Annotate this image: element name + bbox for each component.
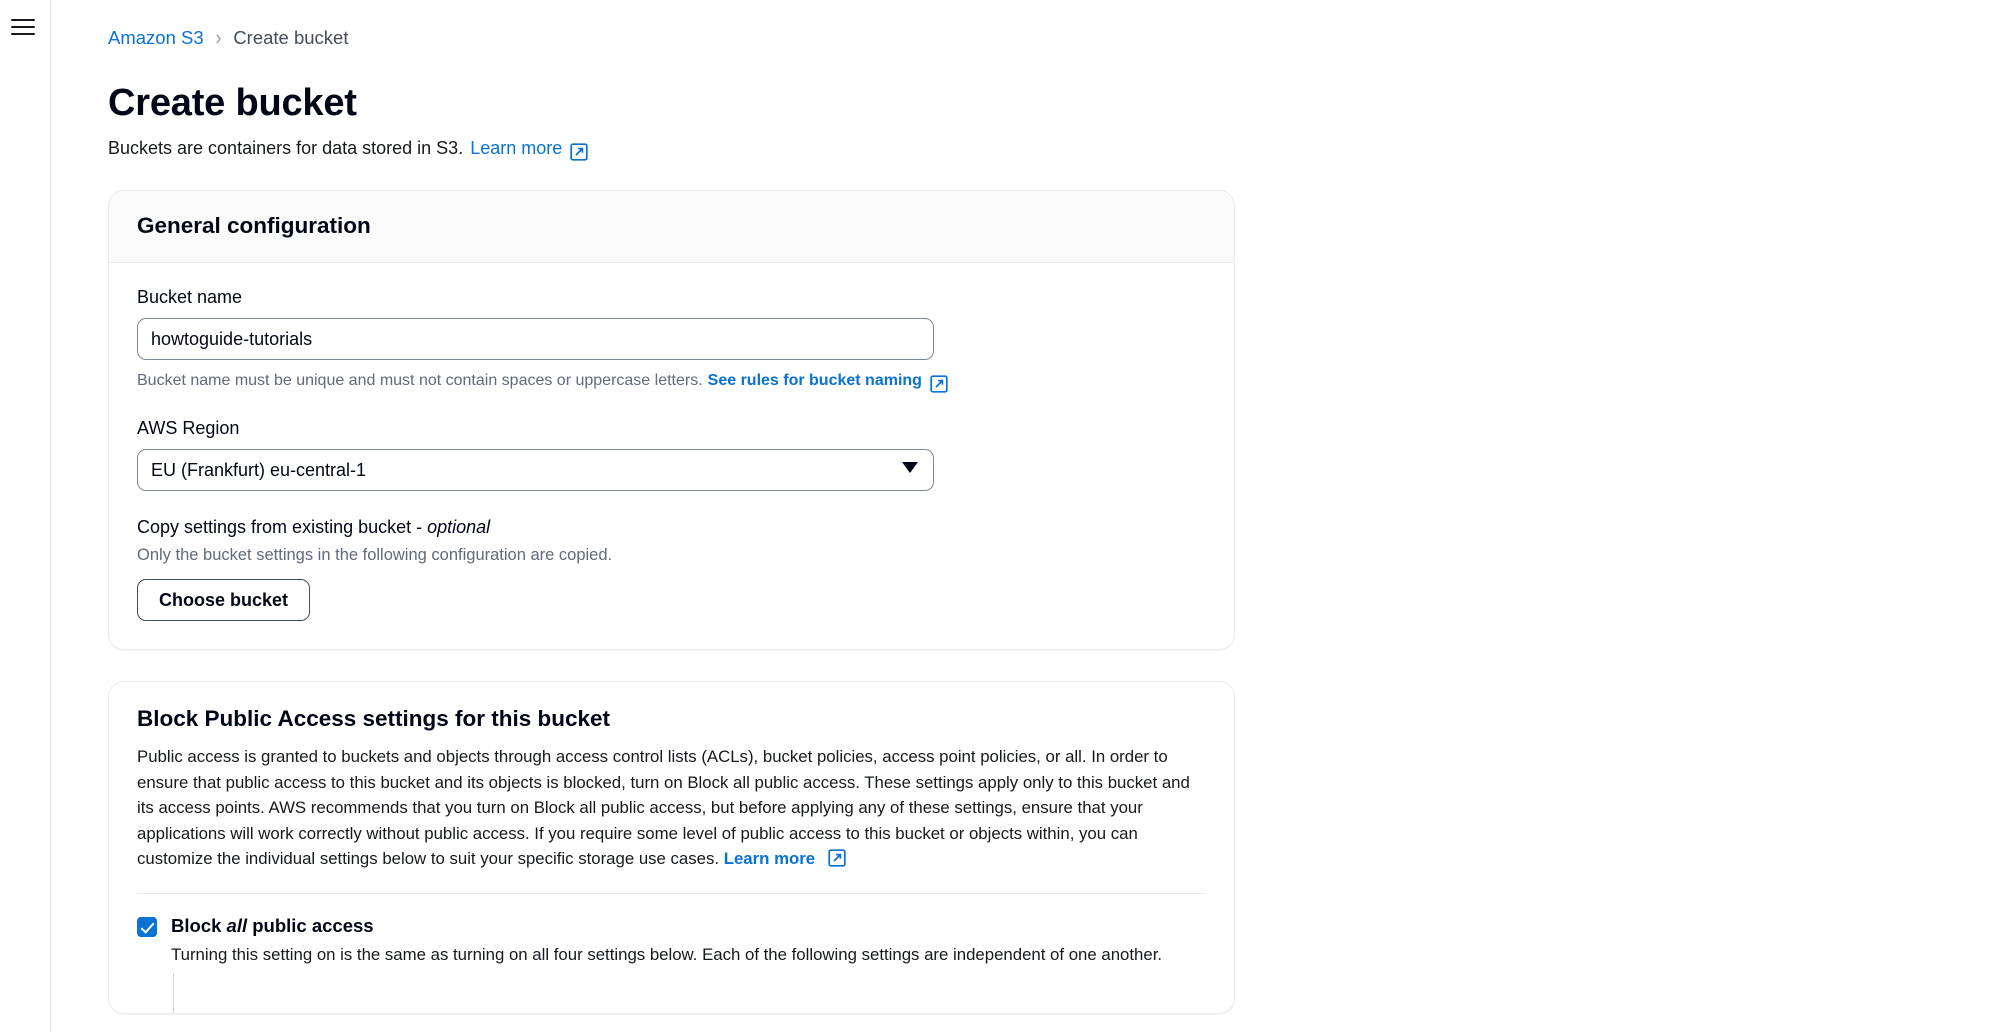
- block-public-access-card: [108, 681, 1235, 1014]
- copy-settings-label: [137, 517, 1206, 538]
- breadcrumb-current: Create bucket: [233, 27, 349, 48]
- general-configuration-card: [108, 190, 1235, 650]
- bucket-name-hint-text: Bucket name must be unique and must not contain spaces or uppercase letters.: [137, 372, 703, 389]
- block-all-public-access-label: [171, 915, 374, 937]
- learn-more-link[interactable]: Learn more: [470, 138, 563, 158]
- block-all-label-pre: Block: [171, 914, 227, 936]
- breadcrumb-link-amazon-s3[interactable]: Amazon S3: [108, 27, 204, 48]
- aws-region-label: AWS Region: [137, 418, 240, 438]
- bucket-name-label: Bucket name: [137, 287, 243, 307]
- hamburger-bar: [11, 33, 35, 35]
- page-description-text: Buckets are containers for data stored in S3.: [108, 138, 464, 158]
- external-link-icon[interactable]: [570, 143, 588, 161]
- block-all-public-access-checkbox[interactable]: [137, 917, 157, 937]
- block-public-access-learn-more-link[interactable]: Learn more: [723, 849, 816, 869]
- left-rail: [0, 0, 51, 1032]
- general-configuration-heading: General configuration: [137, 213, 371, 238]
- choose-bucket-button[interactable]: Choose bucket: [137, 579, 310, 621]
- page-title: Create bucket: [108, 82, 357, 124]
- block-public-access-heading: Block Public Access settings for this bucket: [137, 706, 611, 731]
- breadcrumb-separator-icon: ›: [215, 25, 222, 50]
- copy-settings-hint: Only the bucket settings in the following configuration are copied.: [137, 546, 613, 564]
- hamburger-bar: [11, 19, 35, 21]
- block-all-label-emphasis: all: [226, 914, 248, 936]
- nested-settings-connector: [173, 973, 1234, 1013]
- block-public-access-paragraph: [137, 744, 1206, 872]
- breadcrumb: [108, 26, 1999, 50]
- bucket-name-hint: [137, 372, 1206, 390]
- bucket-naming-rules-link[interactable]: See rules for bucket naming: [707, 372, 922, 389]
- hamburger-menu-icon[interactable]: [8, 14, 38, 40]
- block-public-access-body: [109, 682, 1234, 894]
- block-public-access-paragraph-text: Public access is granted to buckets and objects through access control lists (ACLs), bucket policies, access point policies, or all. In order to ensure that public access to this bucket and its objects is blocked, turn on Block all public access. These settings apply only to this bucket and its access points. AWS recommends that you turn on Block all public access, but before applying any of these settings, ensure that your applications will work correctly without public access. If you require some level of public access to this bucket or objects within, you can customize the individual settings below to suit your specific storage use cases.: [137, 747, 1190, 869]
- hamburger-bar: [11, 26, 35, 28]
- block-all-public-access-row[interactable]: [109, 894, 1234, 937]
- external-link-icon[interactable]: [930, 375, 948, 393]
- bucket-name-input[interactable]: [137, 318, 934, 360]
- aws-region-select-value[interactable]: EU (Frankfurt) eu-central-1: [137, 449, 934, 491]
- page-description: [108, 138, 1999, 159]
- general-configuration-body: [109, 263, 1234, 649]
- aws-region-select[interactable]: [137, 449, 934, 491]
- copy-settings-label-text: Copy settings from existing bucket -: [137, 517, 428, 537]
- main-content: [51, 0, 1999, 1032]
- external-link-icon[interactable]: [828, 849, 846, 867]
- copy-settings-optional: optional: [427, 517, 491, 537]
- block-all-public-access-description: Turning this setting on is the same as turning on all four settings below. Each of the following settings are independent of one another.: [171, 944, 1163, 964]
- block-all-label-post: public access: [247, 914, 374, 936]
- general-configuration-header: [109, 191, 1234, 263]
